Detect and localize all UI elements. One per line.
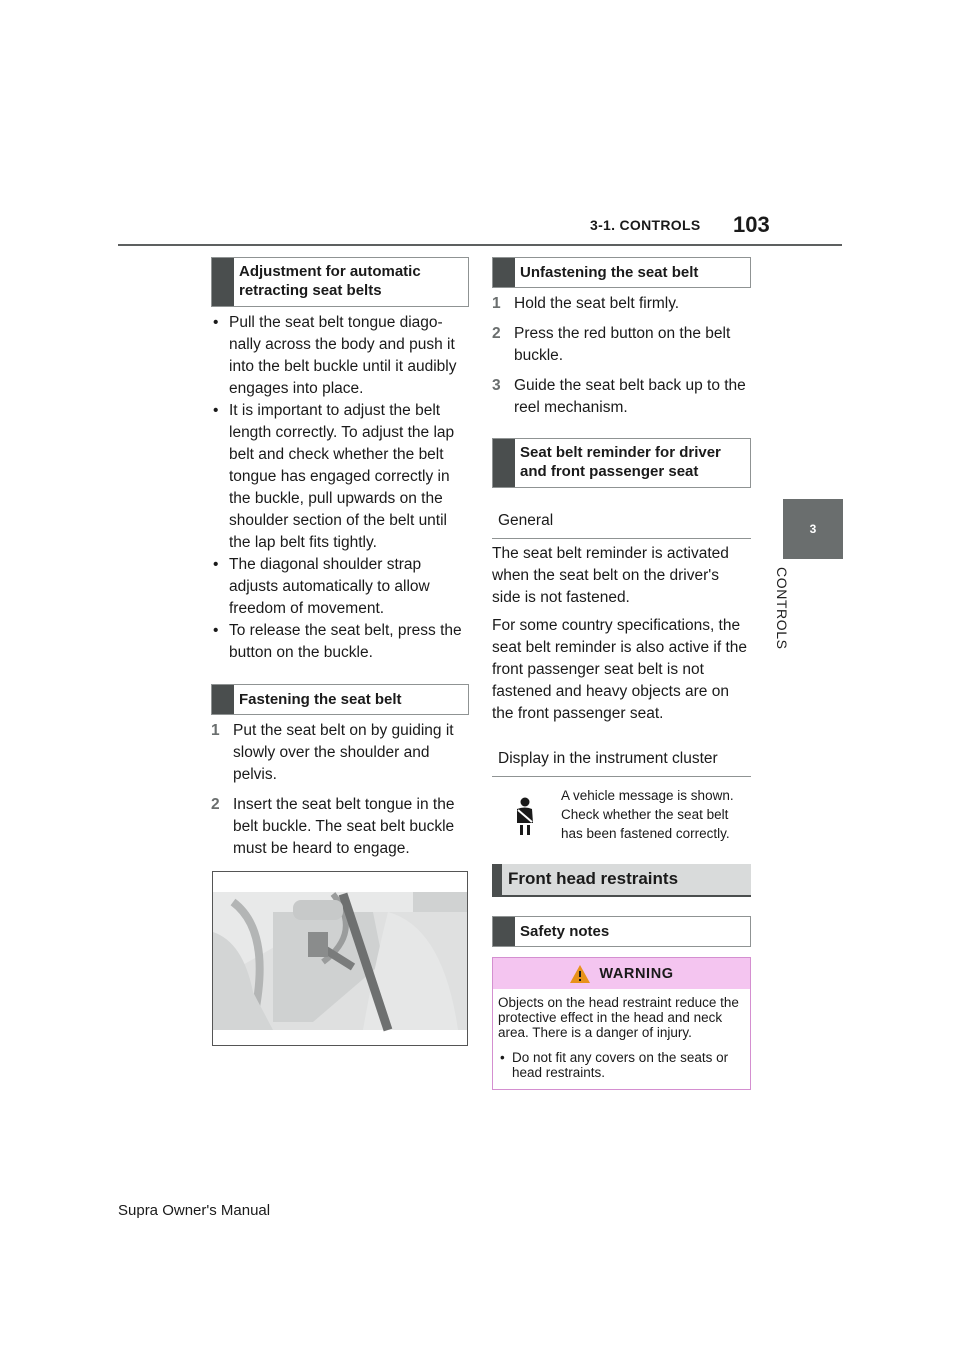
- list-item: • It is important to adjust the belt length correctly. To adjust the lap belt and check whether the belt tongue has engaged correctly in the buckle, pull upwards on the shoulder section of the belt until the lap belt fits tightly.: [211, 400, 467, 554]
- step-text: Hold the seat belt firmly.: [514, 295, 680, 312]
- display-message-text: A vehicle message is shown. Check whether the seat belt has been fastened correctly.: [561, 788, 734, 841]
- heading-safety-notes: [492, 916, 751, 947]
- heading-adjustment-text: Adjustment for automatic retracting seat belts: [239, 263, 421, 299]
- step-text: Press the red button on the belt buckle.: [514, 325, 731, 364]
- heading-unfastening-text: Unfastening the seat belt: [520, 264, 699, 281]
- warning-header: [493, 958, 750, 989]
- chapter-label: CONTROLS: [774, 567, 790, 650]
- chapter-tab: [783, 499, 843, 559]
- header-divider: [118, 244, 842, 246]
- heading-unfastening: [492, 257, 751, 288]
- seatbelt-illustration-drawing: [213, 872, 467, 1045]
- list-item: [492, 323, 750, 367]
- list-item: [492, 375, 750, 419]
- step-text: Guide the seat belt back up to the reel mechanism.: [514, 377, 746, 416]
- list-item: [211, 794, 467, 860]
- seatbelt-person-icon: [512, 796, 538, 836]
- chapter-number: 3: [809, 522, 817, 536]
- heading-head-restraints: [492, 864, 751, 897]
- adjustment-bullets: [211, 312, 467, 664]
- subheading-general: General: [492, 508, 751, 539]
- step-text: Put the seat belt on by guiding it slowly over the shoulder and pelvis.: [233, 722, 454, 783]
- warning-bullets: [498, 1050, 744, 1080]
- list-item: • Do not fit any covers on the seats or head restraints.: [498, 1050, 744, 1080]
- heading-head-restraints-text: Front head restraints: [508, 869, 679, 888]
- list-item: [492, 293, 750, 315]
- section-title: 3-1. CONTROLS: [590, 217, 701, 233]
- heading-reminder-text: Seat belt reminder for driver and front passenger seat: [520, 444, 721, 480]
- unfastening-steps: [492, 293, 750, 427]
- step-number: 1: [211, 722, 220, 739]
- step-text: Insert the seat belt tongue in the belt buckle. The seat belt buckle must be heard to engage.: [233, 796, 455, 857]
- paragraph: The seat belt reminder is activated when the seat belt on the driver's side is not fastened.: [492, 545, 729, 606]
- subheading-display: Display in the instrument cluster: [492, 746, 751, 777]
- list-item: • Pull the seat belt tongue diago-nally across the body and push it into the belt buckle until it audibly engages into place.: [211, 312, 467, 400]
- warning-body: [493, 989, 750, 1088]
- heading-safety-notes-text: Safety notes: [520, 923, 610, 940]
- general-text: [492, 543, 750, 731]
- paragraph: For some country specifications, the seat belt reminder is also active if the front passenger seat belt is not fastened and heavy objects are on the front passenger seat.: [492, 617, 748, 722]
- warning-box: [492, 957, 751, 1090]
- list-item: • The diagonal shoulder strap adjusts automatically to allow freedom of movement.: [211, 554, 467, 620]
- seatbelt-illustration: [212, 871, 468, 1046]
- step-number: 2: [211, 796, 220, 813]
- fastening-steps: [211, 720, 467, 868]
- step-number: 3: [492, 377, 501, 394]
- heading-fastening-text: Fastening the seat belt: [239, 691, 402, 708]
- page-number: 103: [733, 212, 770, 237]
- list-item: [211, 720, 467, 786]
- step-number: 1: [492, 295, 501, 312]
- step-number: 2: [492, 325, 501, 342]
- warning-text: Objects on the head restraint reduce the protective effect in the head and neck area. There is a danger of injury.: [498, 995, 739, 1040]
- chapter-side-label: [770, 567, 796, 687]
- list-item: • To release the seat belt, press the button on the buckle.: [211, 620, 467, 664]
- heading-fastening: [211, 684, 469, 715]
- warning-triangle-icon: [569, 964, 591, 984]
- heading-reminder: [492, 438, 751, 488]
- heading-adjustment: [211, 257, 469, 307]
- warning-title: WARNING: [599, 965, 674, 982]
- footer-text: Supra Owner's Manual: [118, 1202, 271, 1219]
